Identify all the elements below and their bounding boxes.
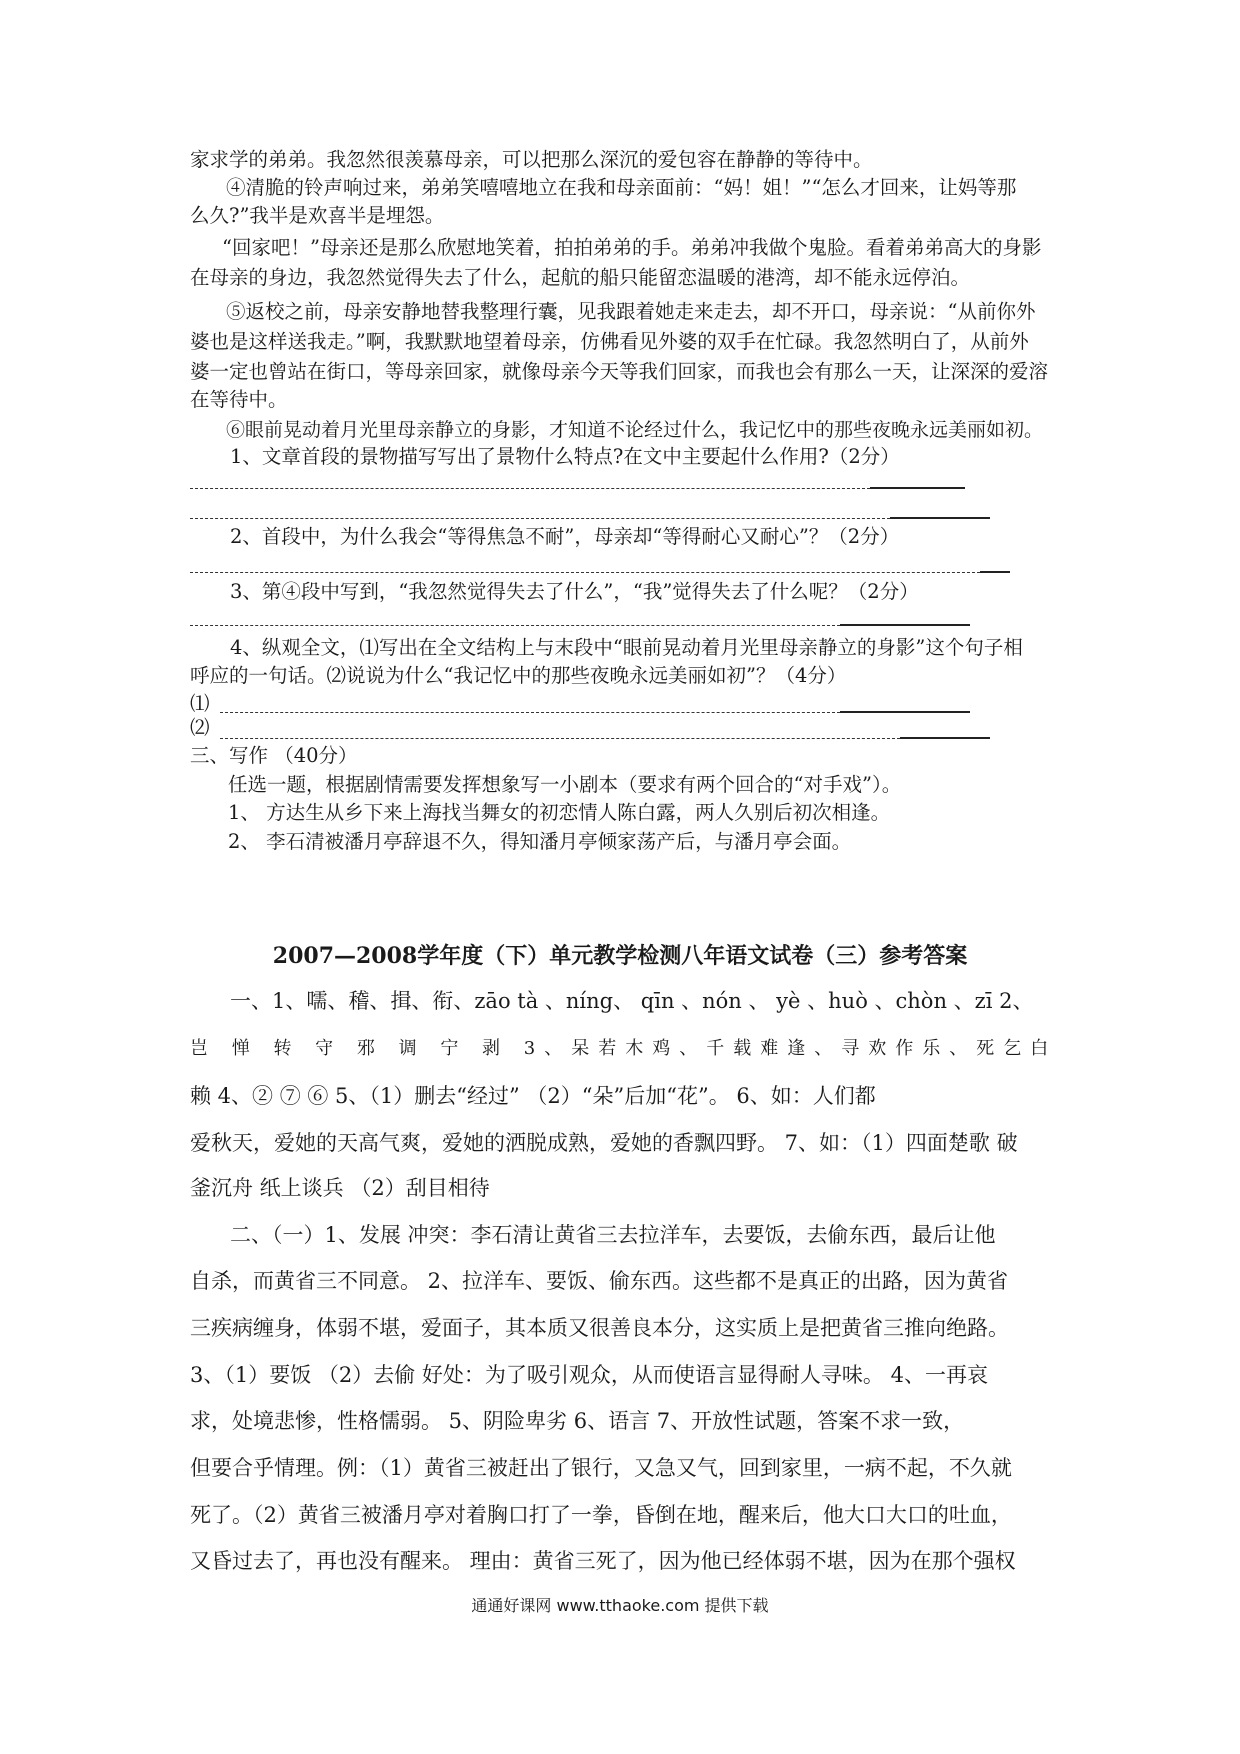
answer-line [900,737,990,739]
passage-line: 么久?”我半是欢喜半是埋怨。 [190,204,445,227]
answer-line [190,625,840,626]
passage-line: “回家吧！”母亲还是那么欣慰地笑着，拍拍弟弟的手。弟弟冲我做个鬼脸。看着弟弟高大的身影 [222,236,1042,259]
sub-answer-label: ⑴ [190,692,210,715]
question-3: 3、第④段中写到，“我忽然觉得失去了什么”，“我”觉得失去了什么呢？（2分） [230,580,919,603]
answer-line-text: 又昏过去了，再也没有醒来。 理由：黄省三死了，因为他已经体弱不堪，因为在那个强权 [190,1549,1016,1573]
footer-text: 通通好课网 www.tthaoke.com 提供下载 [471,1596,769,1615]
passage-line: ④清脆的铃声响过来，弟弟笑嘻嘻地立在我和母亲面前：“妈！姐！”“怎么才回来，让妈等那 [226,176,1017,199]
writing-intro: 任选一题，根据剧情需要发挥想象写一小剧本（要求有两个回合的“对手戏”）。 [228,773,902,796]
answer-line [890,517,990,519]
question-4: 呼应的一句话。⑵说说为什么“我记忆中的那些夜晚永远美丽如初”？（4分） [190,664,847,687]
answer-line [190,518,890,519]
answer-line-text: 死了。（2）黄省三被潘月亭对着胸口打了一拳，昏倒在地，醒来后，他大口大口的吐血， [190,1503,1012,1527]
answer-line-text: 釜沉舟 纸上谈兵 （2）刮目相待 [190,1176,490,1200]
writing-option: 2、 李石清被潘月亭辞退不久，得知潘月亭倾家荡产后，与潘月亭会面。 [228,830,852,853]
answer-line-text: 赖 4、② ⑦ ⑥ 5、（1）删去“经过” （2）“朵”后加“花”。 6、如：人们都 [190,1084,876,1108]
passage-line: 婆也是这样送我走。”啊，我默默地望着母亲，仿佛看见外婆的双手在忙碌。我忽然明白了，从前外 [190,330,1029,353]
passage-line: 家求学的弟弟。我忽然很羡慕母亲，可以把那么深沉的爱包容在静静的等待中。 [190,148,873,171]
passage-line: ⑤返校之前，母亲安静地替我整理行囊，见我跟着她走来走去，却不开口，母亲说：“从前你外 [226,300,1036,323]
passage-line: 婆一定也曾站在街口，等母亲回家，就像母亲今天等我们回家，而我也会有那么一天，让深深的爱溶 [190,360,1049,383]
answer-line-text: 自杀，而黄省三不同意。 2、拉洋车、要饭、偷东西。这些都不是真正的出路，因为黄省 [190,1269,1009,1293]
answer-line [980,571,1010,573]
answer-line [190,488,870,489]
section-heading: 三、写作 （40分） [190,744,358,767]
answer-line-text: 三疾病缠身，体弱不堪，爱面子，其本质又很善良本分，这实质上是把黄省三推向绝路。 [190,1316,1009,1340]
answer-line [840,624,970,626]
answer-line-text: 二、（一）1、发展 冲突：李石清让黄省三去拉洋车，去要饭，去偷东西，最后让他 [230,1223,996,1247]
answer-line [870,487,965,489]
question-4: 4、纵观全文，⑴写出在全文结构上与末段中“眼前晃动着月光里母亲静立的身影”这个句子相 [230,636,1023,659]
sub-answer-label: ⑵ [190,716,210,739]
answer-line-text: 一、1、嚅、稽、揖、衔、zāo tà 、níng、 qīn 、nón 、 yè 、huò 、chòn 、zī 2、 [230,989,1034,1013]
question-2: 2、首段中，为什么我会“等得焦急不耐”，母亲却“等得耐心又耐心”？（2分） [230,525,900,548]
passage-line: 在母亲的身边，我忽然觉得失去了什么，起航的船只能留恋温暖的港湾，却不能永远停泊。 [190,266,971,289]
answer-key-title: 2007—2008学年度（下）单元教学检测八年语文试卷（三）参考答案 [272,943,968,969]
answer-line-text: 求，处境悲惨，性格懦弱。 5、阴险卑劣 6、语言 7、开放性试题，答案不求一致， [190,1409,965,1433]
answer-line-text: 3、（1）要饭 （2）去偷 好处：为了吸引观众，从而使语言显得耐人寻味。 4、一再哀 [190,1363,988,1387]
writing-option: 1、 方达生从乡下来上海找当舞女的初恋情人陈白露，两人久别后初次相逢。 [228,801,891,824]
passage-line: 在等待中。 [190,388,288,411]
answer-line-text: 爱秋天，爱她的天高气爽，爱她的洒脱成熟，爱她的香飘四野。 7、如：（1）四面楚歌 破 [190,1131,1018,1155]
answer-line [220,738,900,739]
answer-line [220,712,840,713]
answer-line [190,572,980,573]
answer-line-text: 岂 惮 转 守 邪 调 宁 剥 3、呆若木鸡、千载难逢、寻欢作乐、死乞白 [190,1038,1058,1059]
passage-line: ⑥眼前晃动着月光里母亲静立的身影，才知道不论经过什么，我记忆中的那些夜晚永远美丽如初。 [226,419,1044,441]
answer-line [840,711,970,713]
question-1: 1、文章首段的景物描写写出了景物什么特点?在文中主要起什么作用?（2分） [230,445,900,468]
answer-line-text: 但要合乎情理。例：（1）黄省三被赶出了银行，又急又气，回到家里，一病不起，不久就 [190,1456,1012,1480]
